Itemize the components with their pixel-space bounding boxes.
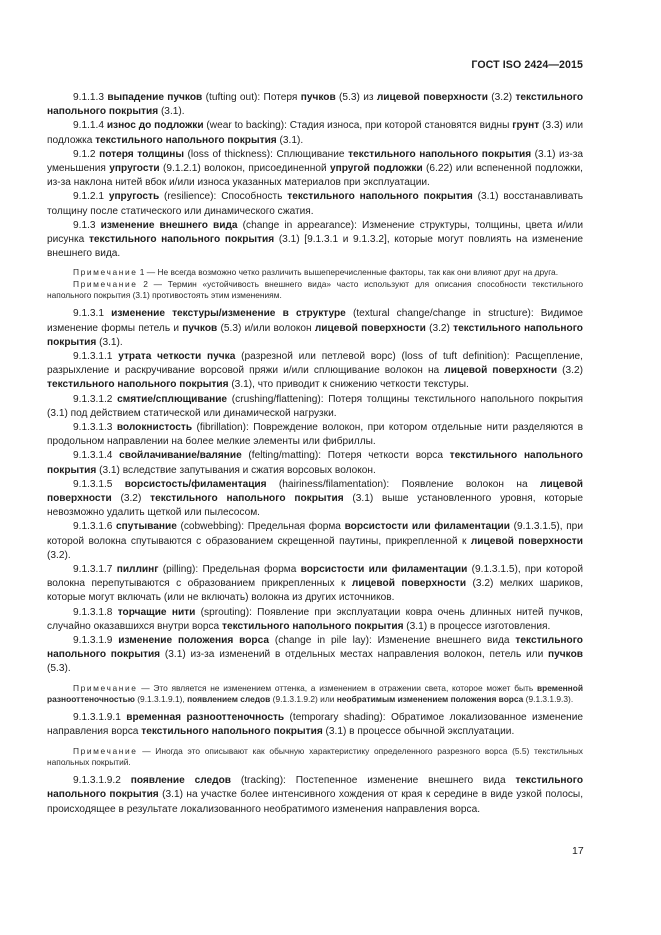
term-paragraph: 9.1.3.1.9.1 временная разнооттеночность (temporary shading): Обратимое локализованное изменение направления ворса текстильного напольного покрытия (3.1) в процессе обычной эксплуатации. [47,712,583,738]
term-paragraph: 9.1.2.1 упругость (resilience): Способность текстильного напольного покрытия (3.1) восстанавливать толщину после статического или динамического сжатия. [47,191,584,217]
term-paragraph: 9.1.3.1.8 торчащие нити (sprouting): Появление при эксплуатации ковра очень длинных нитей пучков, случайно оказавшихся внутри ворса текстильного напольного покрытия (3.1) в процессе изготовления. [47,606,583,632]
term-paragraph: 9.1.3.1.1 утрата четкости пучка (разрезной или петлевой ворс) (loss of tuft definition): Расщепление, разрыхление и раскручивание ворсовой пряжи и/или сплющивание волокон на лицевой поверхности (3.2) текстильного напольного покрытия (3.1), что приводит к снижению четкости текстуры. [47,350,583,391]
term-paragraph: 9.1.2 потеря толщины (loss of thickness): Сплющивание текстильного напольного покрытия (3.1) из-за уменьшения упругости (9.1.2.1) волокон, присоединенной упругой подложки (6.22) или вспененной подложки, из-за наклона нитей вбок и/или износа указанных материалов при эксплуатации. [47,148,584,189]
note-paragraph: Примечание — Это является не изменением оттенка, а изменением в отражении света, которое может быть временной разнооттеночностью (9.1.3.1.9.1), появлением следов (9.1.3.1.9.2) или необратимым изменением положения ворса (9.1.3.1.9.3). [47,682,583,704]
term-paragraph: 9.1.3.1.7 пиллинг (pilling): Предельная форма ворсистости или филаментации (9.1.3.1.5), при которой волокна перепутываются с образованием прикрепленных к лицевой поверхности (3.2) мелких шариков, которые могут включать (или не включать) волокна из других источников. [47,563,584,604]
term-paragraph: 9.1.3.1.4 свойлачивание/валяние (felting/matting): Потеря четкости ворса текстильного напольного покрытия (3.1) вследствие запутывания и сжатия ворсовых волокон. [47,450,583,476]
note-paragraph: Примечание 2 — Термин «устойчивость внешнего вида» часто используют для описания способности текстильного напольного покрытия (3.1) противостоять этим изменениям. [47,278,583,301]
standard-header: ГОСТ ISO 2424—2015 [471,59,583,71]
term-paragraph: 9.1.3.1.5 ворсистость/филаментация (hairiness/filamentation): Появление волокон на лицевой поверхности (3.2) текстильного напольного покрытия (3.1) выше установленного уровня, которые невозможно удалить щеткой или пылесосом. [47,478,584,519]
term-paragraph: 9.1.3.1.6 спутывание (cobwebbing): Предельная форма ворсистости или филаментации (9.1.3.1.5), при которой волокна спутываются с образованием скрещенной паутины, прикрепленной к лицевой поверхности (3.2). [47,521,583,561]
term-paragraph: 9.1.3.1.2 смятие/сплющивание (crushing/flattening): Потеря толщины текстильного напольного покрытия (3.1) под действием статической или динамической нагрузки. [47,393,583,419]
term-paragraph: 9.1.3.1.9 изменение положения ворса (change in pile lay): Изменение внешнего вида текстильного напольного покрытия (3.1) из-за изменений в отдельных местах направления волокон, петель или пучков (5.3). [47,635,583,675]
term-paragraph: 9.1.3 изменение внешнего вида (change in appearance): Изменение структуры, толщины, цвета и/или рисунка текстильного напольного покрытия (3.1) [9.1.3.1 и 9.1.3.2], которые могут повлиять на изменение внешнего вида. [47,219,583,260]
term-paragraph: 9.1.3.1.9.2 появление следов (tracking): Постепенное изменение внешнего вида текстильного напольного покрытия (3.1) на участке более интенсивного хождения от края к середине в виде узкой полосы, происходящее в результате локализованного необратимого изменения направления ворса. [47,775,584,815]
term-paragraph: 9.1.1.4 износ до подложки (wear to backing): Стадия износа, при которой становятся видны грунт (3.3) или подложка текстильного напольного покрытия (3.1). [47,120,583,146]
term-paragraph: 9.1.3.1.3 волокнистость (fibrillation): Повреждение волокон, при котором отдельные нити разделяются в продольном направлении на более мелкие элементы или фибриллы. [47,421,583,448]
note-paragraph: Примечание — Иногда это описывают как обычную характеристику определенного разрезного ворса (5.5) текстильных напольных покрытий. [47,745,583,767]
note-paragraph: Примечание 1 — Не всегда возможно четко различить вышеперечисленные факторы, так как они влияют друг на друга. [73,267,559,278]
document-body [47,91,583,817]
page-number: 17 [572,845,584,857]
term-paragraph: 9.1.3.1 изменение текстуры/изменение в структуре (textural change/change in structure): Видимое изменение формы петель и пучков (5.3) и/или волокон лицевой поверхности (3.2) текстильного напольного покрытия (3.1). [47,308,583,348]
term-paragraph: 9.1.1.3 выпадение пучков (tufting out): Потеря пучков (5.3) из лицевой поверхности (3.2) текстильного напольного покрытия (3.1). [47,92,583,118]
